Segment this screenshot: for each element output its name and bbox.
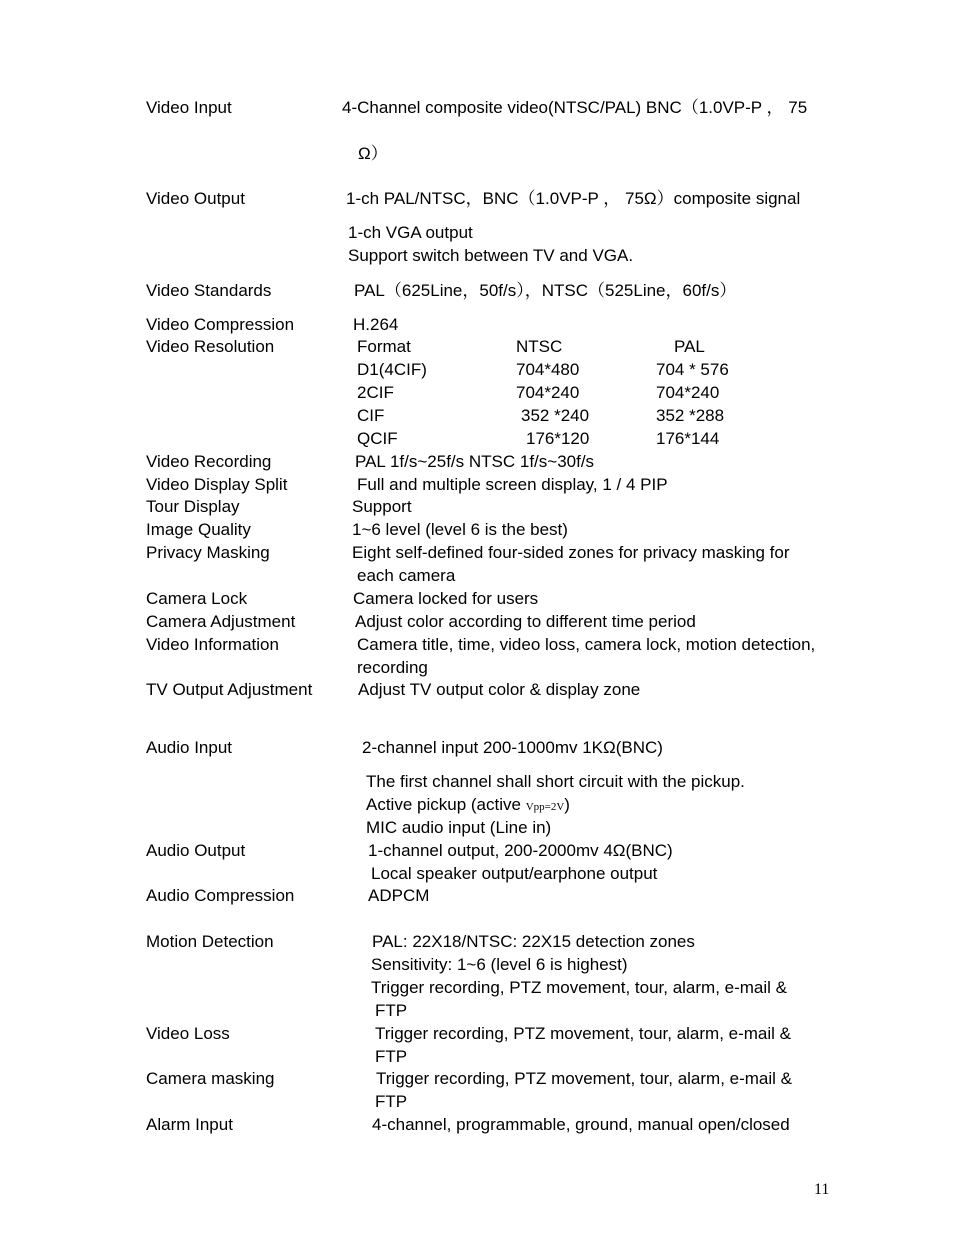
camera-masking-value: Trigger recording, PTZ movement, tour, alarm, e-mail & xyxy=(376,1069,793,1088)
motion-detection-trigger-cont: FTP xyxy=(375,1001,408,1020)
camera-masking-value-cont: FTP xyxy=(375,1092,408,1111)
video-information-label: Video Information xyxy=(146,635,279,654)
resolution-ntsc: 176*120 xyxy=(526,429,590,448)
video-display-split-label: Video Display Split xyxy=(146,475,288,494)
video-output-value: 1-ch PAL/NTSC，BNC（1.0VP-P ， 75Ω）composite signal xyxy=(346,189,801,208)
camera-adjustment-label: Camera Adjustment xyxy=(146,612,296,631)
resolution-pal: 704 * 576 xyxy=(656,360,729,379)
video-compression-label: Video Compression xyxy=(146,315,295,334)
video-output-switch: Support switch between TV and VGA. xyxy=(348,246,634,265)
motion-detection-trigger: Trigger recording, PTZ movement, tour, alarm, e-mail & xyxy=(371,978,788,997)
video-resolution-label: Video Resolution xyxy=(146,337,275,356)
audio-output-value: 1-channel output, 200-2000mv 4Ω(BNC) xyxy=(368,841,673,860)
video-standards-label: Video Standards xyxy=(146,281,272,300)
resolution-header-format: Format xyxy=(357,337,411,356)
video-loss-label: Video Loss xyxy=(146,1024,230,1043)
image-quality-value: 1~6 level (level 6 is the best) xyxy=(352,520,568,539)
tour-display-value: Support xyxy=(352,497,412,516)
video-standards-value: PAL（625Line，50f/s），NTSC（525Line，60f/s） xyxy=(354,281,737,300)
audio-input-value: 2-channel input 200-1000mv 1KΩ(BNC) xyxy=(362,738,663,757)
video-output-label: Video Output xyxy=(146,189,245,208)
audio-input-mic: MIC audio input (Line in) xyxy=(366,818,552,837)
tv-output-adjustment-value: Adjust TV output color & display zone xyxy=(358,680,641,699)
audio-output-label: Audio Output xyxy=(146,841,246,860)
video-input-value: 4-Channel composite video(NTSC/PAL) BNC（1.0VP-P ， 75 xyxy=(342,98,808,117)
video-display-split-value: Full and multiple screen display, 1 / 4 PIP xyxy=(357,475,668,494)
tv-output-adjustment-label: TV Output Adjustment xyxy=(146,680,313,699)
privacy-masking-value-cont: each camera xyxy=(357,566,456,585)
resolution-format: D1(4CIF) xyxy=(357,360,427,379)
audio-input-label: Audio Input xyxy=(146,738,233,757)
resolution-ntsc: 704*240 xyxy=(516,383,580,402)
alarm-input-value: 4-channel, programmable, ground, manual open/closed xyxy=(372,1115,790,1134)
video-information-value: Camera title, time, video loss, camera lock, motion detection, xyxy=(357,635,816,654)
privacy-masking-value: Eight self-defined four-sided zones for privacy masking for xyxy=(352,543,790,562)
video-loss-value-cont: FTP xyxy=(375,1047,408,1066)
video-recording-value: PAL 1f/s~25f/s NTSC 1f/s~30f/s xyxy=(355,452,595,471)
audio-compression-label: Audio Compression xyxy=(146,886,295,905)
camera-masking-label: Camera masking xyxy=(146,1069,275,1088)
motion-detection-zones: PAL: 22X18/NTSC: 22X15 detection zones xyxy=(372,932,695,951)
camera-lock-value: Camera locked for users xyxy=(353,589,539,608)
resolution-format: 2CIF xyxy=(357,383,394,402)
privacy-masking-label: Privacy Masking xyxy=(146,543,270,562)
resolution-header-pal: PAL xyxy=(674,337,705,356)
resolution-format: CIF xyxy=(357,406,385,425)
page-number: 11 xyxy=(814,1181,830,1198)
video-recording-label: Video Recording xyxy=(146,452,272,471)
video-compression-value: H.264 xyxy=(353,315,399,334)
resolution-pal: 352 *288 xyxy=(656,406,725,425)
audio-compression-value: ADPCM xyxy=(368,886,430,905)
video-information-value-cont: recording xyxy=(357,658,428,677)
resolution-ntsc: 704*480 xyxy=(516,360,580,379)
video-input-value-cont: Ω） xyxy=(358,144,388,163)
audio-input-pickup-note: The first channel shall short circuit with the pickup. xyxy=(366,772,745,791)
alarm-input-label: Alarm Input xyxy=(146,1115,233,1134)
resolution-format: QCIF xyxy=(357,429,398,448)
resolution-ntsc: 352 *240 xyxy=(521,406,590,425)
audio-output-speaker: Local speaker output/earphone output xyxy=(371,864,658,883)
video-loss-value: Trigger recording, PTZ movement, tour, alarm, e-mail & xyxy=(375,1024,792,1043)
audio-input-active-pickup: Active pickup (active Vpp=2V) xyxy=(366,795,570,814)
resolution-pal: 176*144 xyxy=(656,429,720,448)
motion-detection-sensitivity: Sensitivity: 1~6 (level 6 is highest) xyxy=(371,955,628,974)
image-quality-label: Image Quality xyxy=(146,520,251,539)
resolution-pal: 704*240 xyxy=(656,383,720,402)
camera-adjustment-value: Adjust color according to different time period xyxy=(355,612,696,631)
vpp-note: Vpp=2V xyxy=(525,801,565,813)
video-input-label: Video Input xyxy=(146,98,232,117)
motion-detection-label: Motion Detection xyxy=(146,932,274,951)
tour-display-label: Tour Display xyxy=(146,497,240,516)
camera-lock-label: Camera Lock xyxy=(146,589,248,608)
resolution-header-ntsc: NTSC xyxy=(516,337,563,356)
video-output-vga: 1-ch VGA output xyxy=(348,223,473,242)
